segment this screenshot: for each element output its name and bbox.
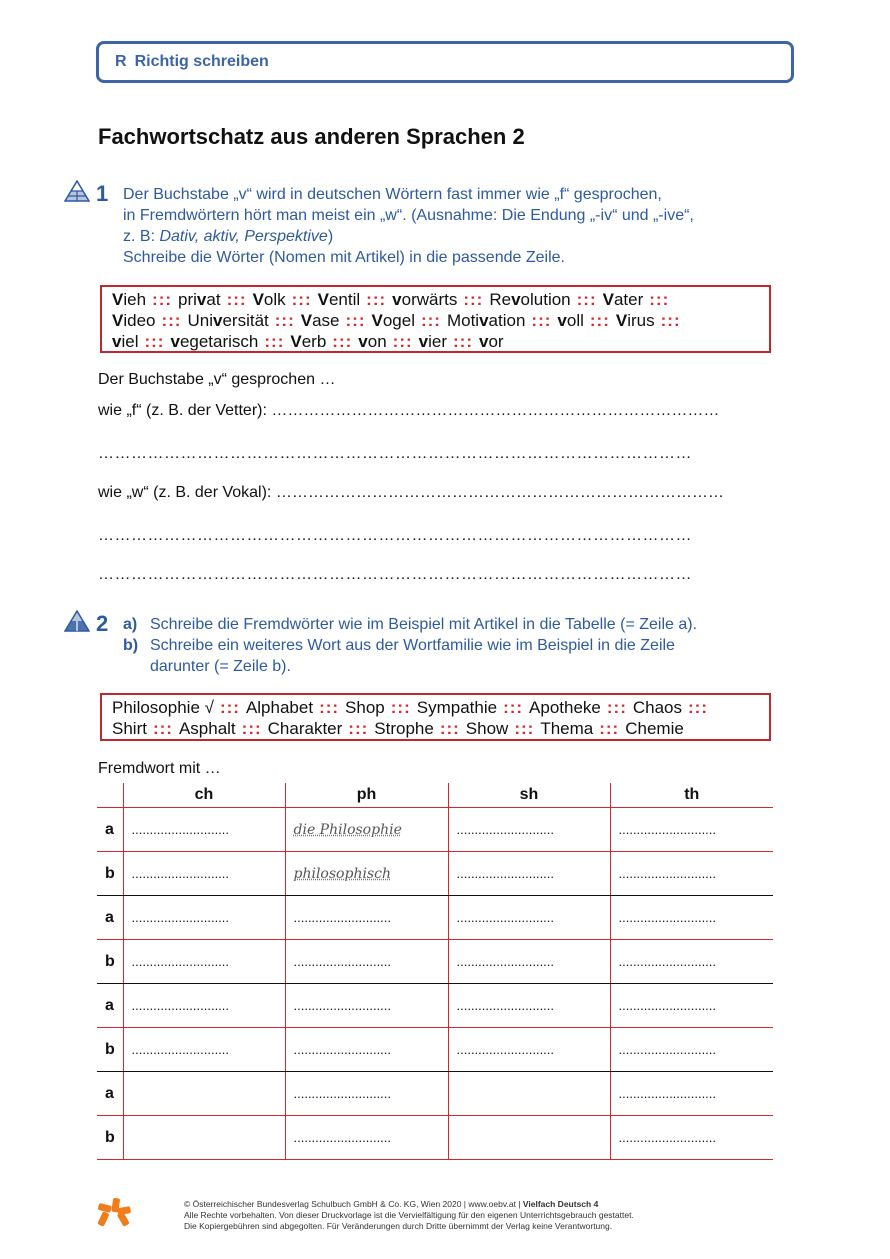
v-word: [187, 311, 268, 330]
table-cell[interactable]: [610, 808, 773, 852]
foreign-word: Alphabet: [245, 698, 314, 717]
v-word: [318, 290, 361, 309]
v-word: [112, 311, 155, 330]
word-separator: :::: [161, 311, 182, 330]
table-cell[interactable]: [123, 1072, 285, 1116]
difficulty-pyramid-icon: [64, 610, 90, 632]
table-cell[interactable]: [610, 1116, 773, 1160]
answer-blank: ...........................: [456, 998, 555, 1013]
table-cell[interactable]: [448, 1028, 610, 1072]
answer-blank: ...........................: [618, 1130, 717, 1145]
word-separator: :::: [152, 719, 173, 738]
answer-blank: ...........................: [618, 1086, 717, 1101]
v-word-suffix: or: [488, 332, 504, 351]
v-word-suffix: ase: [312, 311, 340, 330]
task-1-examples: Dativ, aktiv, Perspektive: [159, 228, 328, 245]
word-separator: :::: [152, 290, 173, 309]
foreign-word: Apotheke: [529, 698, 601, 717]
v-word-suffix: egetarisch: [179, 332, 259, 351]
chapter-letter: R: [115, 53, 127, 70]
foreign-word: Thema: [540, 719, 594, 738]
answer-blank: ...........................: [456, 954, 555, 969]
v-word: [447, 311, 525, 330]
v-word-prefix: Uni: [187, 311, 213, 330]
table-cell[interactable]: [610, 1072, 773, 1116]
f-dots[interactable]: …………………………………………………………………………: [271, 402, 720, 419]
answer-blank: ...........................: [293, 910, 392, 925]
foreign-word: Asphalt: [178, 719, 236, 738]
word-separator: :::: [606, 698, 627, 717]
word-separator: :::: [660, 311, 681, 330]
table-cell[interactable]: [123, 852, 285, 896]
table-cell[interactable]: [448, 940, 610, 984]
table-intro: Fremdwort mit …: [98, 760, 221, 777]
row-label: a: [97, 984, 123, 1028]
v-letter: V: [371, 311, 383, 330]
example-answer: philosophisch: [293, 865, 391, 882]
foreign-word: Chaos: [632, 698, 683, 717]
word-box-line: [112, 310, 759, 331]
w-answer-line: [98, 484, 788, 502]
table-header-row: [97, 783, 773, 808]
v-letter: v: [196, 290, 207, 309]
v-letter: v: [112, 332, 122, 351]
task-2-word-box: [100, 693, 771, 741]
v-word: [392, 290, 457, 309]
word-separator: :::: [390, 698, 411, 717]
table-row: [97, 984, 773, 1028]
v-word-suffix: ier: [428, 332, 448, 351]
word-separator: :::: [144, 332, 165, 351]
word-separator: :::: [226, 290, 247, 309]
word-box-line: [112, 718, 759, 739]
table-row: [97, 1028, 773, 1072]
column-header-sh: sh: [448, 783, 610, 808]
row-label: a: [97, 1072, 123, 1116]
example-answer: die Philosophie: [293, 821, 402, 838]
word-separator: :::: [319, 698, 340, 717]
answer-blank: ...........................: [131, 866, 230, 881]
v-letter: V: [252, 290, 264, 309]
chapter-header-text: [115, 53, 269, 71]
v-letter: V: [112, 311, 124, 330]
v-word-suffix: irus: [627, 311, 655, 330]
task-1-intro: Der Buchstabe „v“ gesprochen …: [98, 371, 336, 388]
task-1-word-box: [100, 285, 771, 353]
task-2-a-text: Schreibe die Fremdwörter wie im Beispiel mit Artikel in die Tabelle (= Zeile a).: [150, 616, 698, 633]
v-word-suffix: ersität: [222, 311, 269, 330]
word-separator: :::: [514, 719, 535, 738]
task-1-line-3-prefix: z. B:: [123, 228, 160, 245]
foreign-word-table: [97, 783, 773, 1160]
foreign-word: Chemie: [625, 719, 684, 738]
table-cell[interactable]: [123, 896, 285, 940]
answer-blank: ...........................: [618, 910, 717, 925]
v-word-suffix: ation: [488, 311, 526, 330]
difficulty-pyramid-icon: [64, 180, 90, 202]
table-cell[interactable]: [123, 940, 285, 984]
word-separator: :::: [576, 290, 597, 309]
v-word: [358, 332, 386, 351]
w-answer-line-3[interactable]: ………………………………………………………………………………………………: [98, 566, 692, 583]
footer-line-3: Die Kopiergebühren sind abgegolten. Für Veränderungen durch Dritte übernimmt der Verlag keine Verantwortung.: [184, 1221, 613, 1231]
table-cell[interactable]: [610, 984, 773, 1028]
v-word: [603, 290, 644, 309]
word-box-line: [112, 331, 759, 352]
table-cell[interactable]: [123, 984, 285, 1028]
task-2-b-text-1: Schreibe ein weiteres Wort aus der Wortfamilie wie im Beispiel in die Zeile: [150, 637, 675, 654]
answer-blank: ...........................: [293, 954, 392, 969]
word-separator: :::: [688, 698, 708, 717]
footer-copyright: [184, 1199, 634, 1232]
v-letter: v: [511, 290, 521, 309]
v-word-suffix: ideo: [123, 311, 156, 330]
task-2-a-label: a): [123, 616, 138, 633]
row-label: b: [97, 1116, 123, 1160]
v-letter: V: [317, 290, 329, 309]
v-word-suffix: at: [206, 290, 221, 309]
answer-blank: ...........................: [456, 910, 555, 925]
foreign-word: Shirt: [112, 719, 147, 738]
chapter-header: [96, 41, 794, 83]
answer-blank: ...........................: [293, 998, 392, 1013]
table-cell[interactable]: [123, 808, 285, 852]
answer-blank: ...........................: [131, 954, 230, 969]
answer-blank: ...........................: [618, 998, 717, 1013]
v-word: [479, 332, 504, 351]
footer-line-1: [184, 1199, 634, 1210]
word-separator: :::: [503, 698, 524, 717]
footer-book-title: Vielfach Deutsch 4: [522, 1199, 599, 1209]
task-2-a: [123, 614, 697, 635]
word-separator: :::: [463, 290, 484, 309]
answer-blank: ...........................: [131, 910, 230, 925]
table-cell[interactable]: [285, 896, 448, 940]
table-row: [97, 940, 773, 984]
table-cell[interactable]: [285, 1116, 448, 1160]
task-1-line-3: [123, 226, 783, 247]
answer-blank: ...........................: [456, 822, 555, 837]
v-word-prefix: Re: [489, 290, 512, 309]
v-word-suffix: ater: [613, 290, 644, 309]
word-separator: :::: [366, 290, 387, 309]
column-header-th: th: [610, 783, 773, 808]
footer-line-1-text: © Österreichischer Bundesverlag Schulbuch GmbH & Co. KG, Wien 2020 | www.oebv.at |: [184, 1199, 523, 1209]
v-word: [112, 332, 138, 351]
word-box-line: [112, 289, 759, 310]
row-label: b: [97, 940, 123, 984]
v-letter: v: [479, 311, 489, 330]
word-separator: :::: [332, 332, 353, 351]
v-word: [557, 311, 583, 330]
v-letter: v: [392, 290, 402, 309]
answer-blank: ...........................: [456, 866, 555, 881]
table-cell[interactable]: [448, 984, 610, 1028]
row-label: b: [97, 1028, 123, 1072]
foreign-word: Sympathie: [416, 698, 498, 717]
foreign-word: Charakter: [267, 719, 343, 738]
table-cell[interactable]: [285, 808, 448, 852]
table-cell[interactable]: [610, 896, 773, 940]
answer-blank: ...........................: [131, 822, 230, 837]
word-separator: :::: [392, 332, 413, 351]
table-cell[interactable]: [285, 940, 448, 984]
task-2-number: 2: [96, 611, 109, 636]
v-letter: v: [418, 332, 429, 351]
table-row: [97, 1116, 773, 1160]
column-header-ph: ph: [285, 783, 448, 808]
row-label: a: [97, 896, 123, 940]
answer-blank: ...........................: [618, 1042, 717, 1057]
task-1-line-2: in Fremdwörtern hört man meist ein „w“. (Ausnahme: Die Endung „-iv“ und „-ive“,: [123, 207, 694, 224]
task-2-b-cont: [123, 656, 697, 677]
w-answer-line-2[interactable]: ………………………………………………………………………………………………: [98, 527, 692, 544]
word-separator: :::: [589, 311, 610, 330]
table-cell[interactable]: [610, 1028, 773, 1072]
table-cell[interactable]: [448, 896, 610, 940]
answer-blank: ...........................: [293, 1130, 392, 1145]
table-row: [97, 1072, 773, 1116]
v-letter: v: [358, 332, 368, 351]
v-word-suffix: olution: [520, 290, 571, 309]
v-word: [290, 332, 326, 351]
v-word: [170, 332, 258, 351]
column-header-ch: ch: [123, 783, 285, 808]
chapter-label: Richtig schreiben: [134, 53, 269, 70]
table-row: [97, 852, 773, 896]
v-word-suffix: olk: [263, 290, 286, 309]
answer-blank: ...........................: [456, 1042, 555, 1057]
v-word-suffix: ieh: [123, 290, 147, 309]
v-word-suffix: erb: [301, 332, 327, 351]
v-letter: v: [212, 311, 223, 330]
word-separator: :::: [219, 698, 240, 717]
word-separator: :::: [291, 290, 312, 309]
task-1-line-1: Der Buchstabe „v“ wird in deutschen Wörtern fast immer wie „f“ gesprochen,: [123, 186, 662, 203]
v-word-suffix: iel: [121, 332, 139, 351]
foreign-word: Show: [465, 719, 509, 738]
word-separator: :::: [453, 332, 473, 351]
table-cell[interactable]: [448, 808, 610, 852]
v-word: [419, 332, 447, 351]
v-word: [489, 290, 570, 309]
task-1-instructions: [123, 184, 783, 268]
v-letter: v: [557, 311, 567, 330]
v-word-suffix: oll: [566, 311, 584, 330]
task-1-line-4: Schreibe die Wörter (Nomen mit Artikel) in die passende Zeile.: [123, 249, 565, 266]
task-2-b-label: b): [123, 637, 139, 654]
word-separator: :::: [531, 311, 552, 330]
table-cell[interactable]: [285, 852, 448, 896]
table-cell[interactable]: [610, 852, 773, 896]
task-2-b: [123, 635, 697, 656]
foreign-word: Shop: [345, 698, 385, 717]
answer-blank: ...........................: [131, 998, 230, 1013]
v-word: [371, 311, 414, 330]
f-answer-line-2[interactable]: ………………………………………………………………………………………………: [98, 445, 692, 462]
f-answer-line: [98, 402, 788, 420]
table-cell[interactable]: [123, 1116, 285, 1160]
task-1-number: 1: [96, 181, 109, 206]
word-separator: :::: [420, 311, 441, 330]
v-letter: v: [479, 332, 489, 351]
v-word: [301, 311, 340, 330]
v-word-suffix: on: [367, 332, 387, 351]
table-row: [97, 896, 773, 940]
table-cell[interactable]: [123, 1028, 285, 1072]
v-letter: V: [112, 290, 124, 309]
task-2-b-text-2: darunter (= Zeile b).: [150, 658, 291, 675]
task-1-line-3-suffix: ): [327, 228, 334, 245]
word-separator: :::: [274, 311, 295, 330]
word-separator: :::: [439, 719, 460, 738]
task-2-instructions: [123, 614, 697, 677]
word-box-line: [112, 697, 759, 718]
v-word-prefix: Moti: [446, 311, 480, 330]
v-word-suffix: entil: [328, 290, 361, 309]
v-word-prefix: pri: [178, 290, 197, 309]
v-word-suffix: ogel: [382, 311, 415, 330]
w-prompt: wie „w“ (z. B. der Vokal):: [98, 484, 272, 501]
answer-blank: ...........................: [618, 822, 717, 837]
row-label: a: [97, 808, 123, 852]
table-cell[interactable]: [285, 1028, 448, 1072]
answer-blank: ...........................: [618, 866, 717, 881]
v-word: [178, 290, 221, 309]
footer-line-2: Alle Rechte vorbehalten. Von dieser Druckvorlage ist die Vervielfältigung für den eigenen Unterrichtsgebrauch gestattet.: [184, 1210, 634, 1220]
table-cell[interactable]: [285, 1072, 448, 1116]
word-separator: :::: [348, 719, 369, 738]
foreign-word: Strophe: [374, 719, 434, 738]
w-dots[interactable]: …………………………………………………………………………: [275, 484, 724, 501]
publisher-logo-icon: [96, 1196, 132, 1232]
page-title: Fachwortschatz aus anderen Sprachen 2: [98, 124, 525, 149]
word-separator: :::: [241, 719, 262, 738]
table-cell[interactable]: [448, 852, 610, 896]
table-corner: [97, 783, 123, 808]
answer-blank: ...........................: [293, 1086, 392, 1101]
v-word-suffix: orwärts: [401, 290, 458, 309]
table-row: [97, 808, 773, 852]
word-separator: :::: [649, 290, 670, 309]
word-separator: :::: [599, 719, 620, 738]
answer-blank: ...........................: [293, 1042, 392, 1057]
table-cell[interactable]: [285, 984, 448, 1028]
answer-blank: ...........................: [131, 1042, 230, 1057]
table-cell[interactable]: [448, 1116, 610, 1160]
table-cell[interactable]: [448, 1072, 610, 1116]
v-letter: V: [290, 332, 302, 351]
v-word: [253, 290, 286, 309]
v-letter: V: [615, 311, 628, 330]
v-letter: v: [170, 332, 180, 351]
word-separator: :::: [345, 311, 366, 330]
row-label: b: [97, 852, 123, 896]
f-prompt: wie „f“ (z. B. der Vetter):: [98, 402, 267, 419]
v-word: [616, 311, 655, 330]
v-word: [112, 290, 146, 309]
v-letter: V: [602, 290, 614, 309]
answer-blank: ...........................: [618, 954, 717, 969]
foreign-word: Philosophie √: [112, 698, 214, 717]
word-separator: :::: [264, 332, 285, 351]
table-cell[interactable]: [610, 940, 773, 984]
v-letter: V: [300, 311, 313, 330]
